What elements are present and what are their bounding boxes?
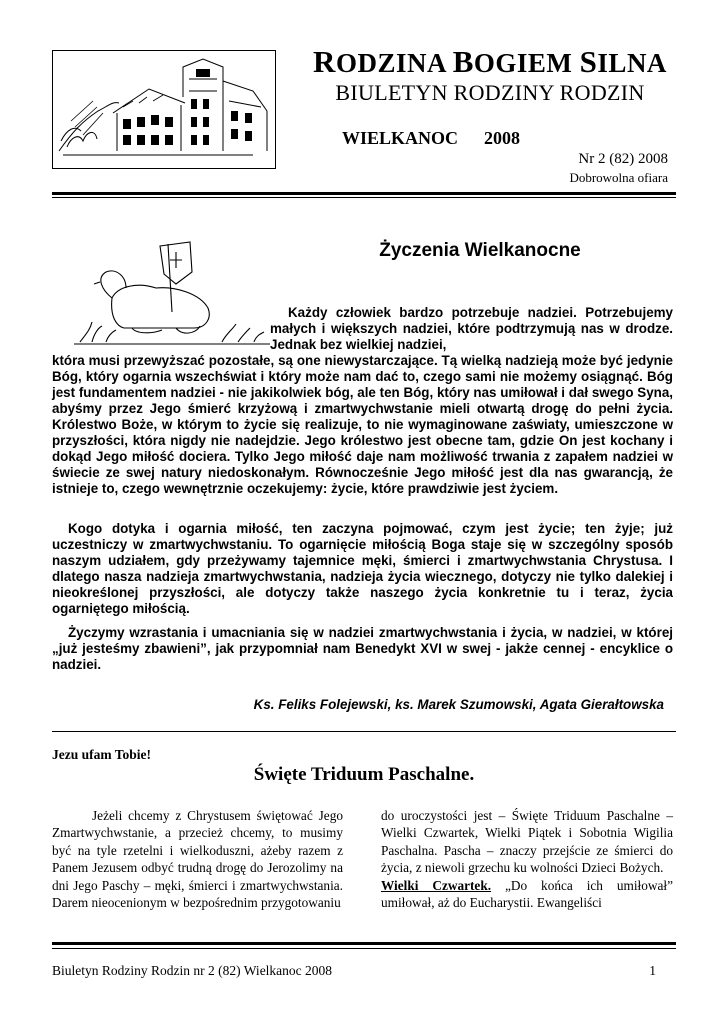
footer-divider-thick xyxy=(52,942,676,945)
masthead-title xyxy=(290,44,690,80)
footer-text: Biuletyn Rodziny Rodzin nr 2 (82) Wielkanoc 2008 xyxy=(52,963,333,978)
page-number: 1 xyxy=(649,963,656,978)
article-paragraph-3: Życzymy wzrastania i umacniania się w nadziei zmartwychwstania i życia, w nadziei, w której „już jesteśmy zbawieni”, jak przypomniał nam Benedykt XVI w swej - jakże cennej - encyklice o nadziei. xyxy=(52,625,673,672)
title-part-1: RODZINA xyxy=(313,44,453,79)
easter-lamb-illustration xyxy=(72,238,272,350)
masthead-subtitle: BIULETYN RODZINY RODZIN xyxy=(335,80,645,105)
article-divider xyxy=(52,731,676,732)
wielki-czwartek-label: Wielki Czwartek. xyxy=(381,877,492,893)
issue-number: Nr 2 (82) 2008 xyxy=(578,151,668,167)
section-label: Jezu ufam Tobie! xyxy=(52,747,152,762)
church-building-illustration xyxy=(53,51,275,168)
price-note: Dobrowolna ofiara xyxy=(569,170,668,185)
article-title: Życzenia Wielkanocne xyxy=(379,240,581,261)
article-signature: Ks. Feliks Folejewski, ks. Marek Szumowski, Agata Gierałtowska xyxy=(253,697,664,712)
article-paragraph-1-top: Każdy człowiek bardzo potrzebuje nadziei. Potrzebujemy małych i większych nadziei, które podtrzymują nas w drodze. Jednak bez wielkiej nadziei, xyxy=(270,305,673,352)
footer-divider-thin xyxy=(52,948,676,949)
article-paragraph-2: Kogo dotyka i ogarnia miłość, ten zaczyna pojmować, czym jest życie; ten żyje; już uczestniczy w zmartwychwstaniu. To ogarnięcie miłością Boga staje się w szczególny sposób naszym udziałem, gdy przeżywamy tajemnice męki, śmierci i zmartwychwstania Chrystusa. I dlatego nasza nadzieja zmartwychwstania, nadzieja życia wiecznego, dotyczy nie tylko dalekiej i nieokreślonej przyszłości, ale dotyczy także naszego życia konkretnie tu i teraz, życia ogarniętego miłością. xyxy=(52,521,673,616)
header-divider-thick xyxy=(52,192,676,195)
edition xyxy=(342,128,520,149)
edition-name: WIELKANOC xyxy=(342,128,459,148)
column-right-text-b: „Do końca ich umiłował” umiłował, aż do Eucharystii. Ewangeliści xyxy=(381,877,673,911)
column-right-text-a: do uroczystości jest – Święte Triduum Paschalne – Wielki Czwartek, Wielki Piątek i Sobotnia Wigilia Paschalna. Pascha – znaczy przejście ze śmierci do życia, z niewoli grzechu ku wolności Dzieci Bożych. xyxy=(381,808,673,876)
section-title: Święte Triduum Paschalne. xyxy=(253,764,475,785)
edition-year: 2008 xyxy=(484,128,521,148)
header-divider-thin xyxy=(52,197,676,198)
article-paragraph-1-continued: która musi przewyższać pozostałe, są one niewystarczające. Tą wielką nadzieją może być jedynie Bóg, który ogarnia wszechświat i który może nam dać to, czego sami nie możemy osiągnąć. Bóg jest fundamentem nadziei - nie jakikolwiek bóg, ale ten Bóg, który nas umiłował i dał swego Syna, abyśmy przez Jego śmierć krzyżową i zmartwychwstanie mieli otwartą drogę do pełni życia. Królestwo Boże, w którym to życie się realizuje, to nie wymaginowane zaświaty, umieszczone w przyszłości, która nigdy nie nadejdzie. Jego królestwo jest obecne tam, gdzie On jest kochany i dokąd Jego miłość dociera. Tylko Jego miłość daje nam możliwość trwania z zapałem nadziei w świecie ze swej natury niedoskonałym. Równocześnie Jego miłość jest dla nas gwarancją, że istnieje to, czego wewnętrznie oczekujemy: życie, które prawdziwie jest życiem. xyxy=(52,353,673,496)
title-part-2: BOGIEM xyxy=(452,44,580,79)
column-left: Jeżeli chcemy z Chrystusem świętować Jego Zmartwychwstanie, a przecież chcemy, to musimy być na tyle rzetelni i wielkoduszni, ażeby razem z Panem Jezusem odbyć trudną drogę do Jerozolimy na dni Jego Paschy – męki, śmierci i zmartwychwstania. Darem nieocenionym w bezpośrednim przygotowaniu xyxy=(52,808,343,911)
title-part-3: SILNA xyxy=(579,44,667,79)
lamb-drawing xyxy=(72,238,272,350)
masthead-logo xyxy=(52,50,276,169)
column-right xyxy=(381,807,673,911)
